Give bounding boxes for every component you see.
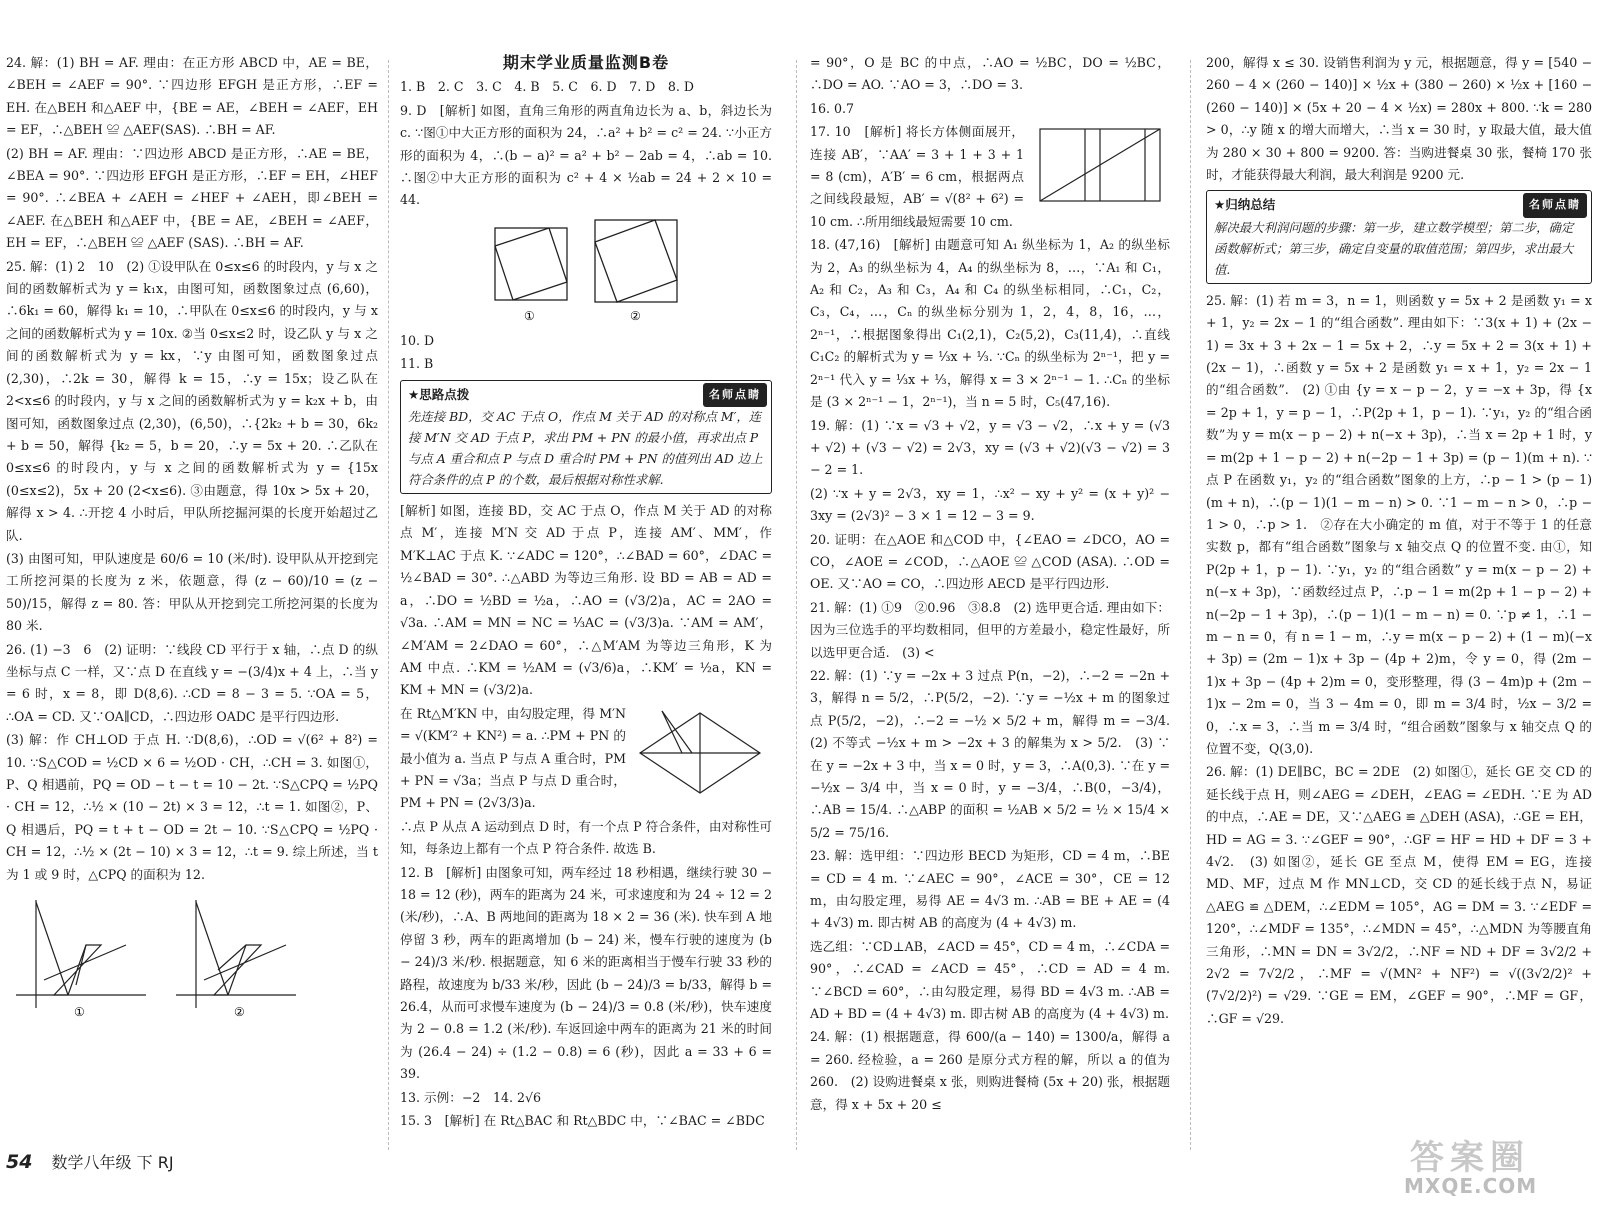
answer-18: 18. (47,16) [解析] 由题意可知 A₁ 纵坐标为 1，A₂ 的纵坐标为 2，A₃ 的纵坐标为 4，A₄ 的纵坐标为 8，…，∵A₁ 和 C₁，A₂ 和 C₂，A₃ 和 C₃，A₄ 和 C₄ 的纵坐标相同，∴C₁，C₂，C₃，C₄，…，Cₙ 的纵坐标分别为 1，2，4，8，16，…，2ⁿ⁻¹，∴根据图象得出 C₁(2,1)，C₂(5,2)，C₃(11,4)，∴直线 C₁C₂ 的解析式为 y = ⅓x + ⅓. ∵Cₙ 的纵坐标为 2ⁿ⁻¹，把 y = 2ⁿ⁻¹ 代入 y = ⅓x + ⅓，解得 x = 3 × 2ⁿ⁻¹ − 1. ∴Cₙ 的坐标是 (3 × 2ⁿ⁻¹ − 1，2ⁿ⁻¹)，当 n = 5 时，C₅(47,16). [810, 237, 1170, 410]
figure-squares [400, 216, 760, 326]
section-title: 期末学业质量监测B卷 [502, 53, 670, 72]
answer-11-solution-b: 在 Rt△M′KN 中，由勾股定理，得 M′N = √(KM′² + KN²) = a. ∴PM + PN 的最小值为 a. 当点 P 与点 A 重合时，PM + PN = √3a；当点 P 与点 D 重合时，PM + PN = (2√3/3)a. [400, 705, 626, 811]
tip-box [400, 380, 772, 494]
column-divider [1190, 60, 1191, 1150]
watermark-cn: 答案圈 [1410, 1138, 1530, 1178]
answer-22: 22. 解：(1) ∵y = −2x + 3 过点 P(n，−2)，∴−2 = −2n + 3，解得 n = 5/2，∴P(5/2，−2). ∵y = −½x + m 的图象过点 P(5/2，−2)，∴−2 = −½ × 5/2 + m，解得 m = −3/4. (2) 不等式 −½x + m > −2x + 3 的解集为 x > 5/2. (3) ∵在 y = −2x + 3 中，当 x = 0 时，y = 3，∴A(0,3). ∵在 y = −½x − 3/4 中，当 x = 0 时，y = −3/4，∴B(0，−3/4)，∴AB = 15/4. ∴△ABP 的面积 = ½AB × 5/2 = ½ × 15/4 × 5/2 = 75/16. [810, 667, 1183, 840]
answer-9: 9. D [解析] 如图，直角三角形的两直角边长为 a、b，斜边长为 c. ∵图①中大正方形的面积为 24，∴a² + b² = c² = 24. ∵小正方形的面积为 4，∴(b − a)² = a² + b² − 2ab = 4，∴ab = 10. ∴图②中大正方形的面积为 c² + 4 × ½ab = 24 + 2 × 10 = 44. [400, 102, 772, 208]
summary-title: ★归纳总结 [1214, 197, 1276, 213]
watermark-logo [1400, 1130, 1590, 1198]
tip-body: 先连接 BD，交 AC 于点 O，作点 M 关于 AD 的对称点 M′，连接 M′N 交 AD 于点 P，求出 PM + PN 的最小值，再求出点 P 与点 A 重合和点 P 与点 D 重合时 PM + PN 的值列出 AD 边上符合条件的点 P 的个数，最后根据对称性求解. [408, 409, 763, 488]
column-4 [1206, 52, 1592, 1167]
answer-16: 16. 0.7 [810, 100, 855, 116]
answer-23-alt: 选乙组：∵CD⊥AB，∠ACD = 45°，CD = 4 m，∴∠CDA = 90°，∴∠CAD = ∠ACD = 45°，∴CD = AD = 4 m. ∵∠BCD = 60°，∴由勾股定理，易得 BD = 4√3 m. ∴AB = AD + BD = (4 + 4√3) m. 即古树 AB 的高度为 (4 + 4√3) m. [810, 938, 1170, 1022]
answer-17: 17. 10 [解析] 将长方体侧面展开，连接 AB′，∵AA′ = 3 + 1 + 3 + 1 = 8 (cm)，A′B′ = 6 cm，根据两点之间线段最短，AB′ = √(8² + 6²) = 10 cm. ∴所用细线最短需要 10 cm. [810, 124, 1024, 229]
answer-24b: 24. 解：(1) 根据题意，得 600/(a − 140) = 1300/a，解得 a = 260. 经检验，a = 260 是原分式方程的解，所以 a 的值为 260. (2) 设购进餐桌 x 张，则购进餐椅 (5x + 20) 张，根据题意，得 x + 5x + 20 ≤ [810, 1029, 1170, 1112]
tip-badge: 名师点睛 [703, 383, 767, 407]
column-divider [796, 60, 797, 1150]
summary-body: 解决最大利润问题的步骤：第一步，建立数学模型；第二步，确定函数解析式；第三步，确定自变量的取值范围；第四步，求出最大值. [1214, 219, 1574, 277]
answer-11-solution: [解析] 如图，连接 BD，交 AC 于点 O，作点 M 关于 AD 的对称点 M′，连接 M′N 交 AD 于点 P，连接 AM′、MM′，作 M′K⊥AC 于点 K. ∵∠ADC = 120°，∴∠BAD = 60°，∠DAC = ½∠BAD = 30°. ∴△ABD 为等边三角形. 设 BD = AB = AD = a，∴DO = ½BD = ½a，∴AO = (√3/2)a，AC = 2AO = √3a. ∴AM = MN = NC = ⅓AC = (√3/3)a. ∵AM = AM′，∠M′AM = 2∠DAO = 60°，∴△M′AM 为等边三角形，K 为 AM 中点. ∴KM = ½AM = (√3/6)a，∴KM′ = ½a，KN = KM + MN = (√3/2)a. [400, 503, 772, 698]
column-divider [388, 60, 389, 1150]
summary-badge: 名师点睛 [1523, 193, 1587, 217]
figure-label: ② [630, 308, 641, 323]
page-number: 54 [6, 1151, 33, 1173]
answer-25: 25. 解：(1) 2 10 (2) ①设甲队在 0≤x≤6 的时段内，y 与 x 之间的函数解析式为 y = k₁x，由图可知，函数图象过点 (6,60)，∴6k₁ = 60，解得 k₁ = 10，∴甲队在 0≤x≤6 的时段内，y 与 x 之间的函数解析式为 y = 10x. ②当 0≤x≤2 时，设乙队 y 与 x 之间的函数解析式为 y = kx，∵y 由图可知，函数图象过点 (2,30)，∴2k = 30，解得 k = 15，∴y = 15x；设乙队在 2<x≤6 的时段内，y 与 x 之间的函数解析式为 y = k₂x + b，由图可知，函数图象过点 (2,30)，(6,50)，∴{2k₂ + b = 30，6k₂ + b = 50，解得 {k₂ = 5，b = 20，∴y = 5x + 20. ∴乙队在 0≤x≤6 的时段内，y 与 x 之间的函数解析式为 y = {15x (0≤x≤2)，5x + 20 (2<x≤6). ③由题意，得 10x > 5x + 20，解得 x > 4. ∴开挖 4 小时后，甲队所挖掘河渠的长度开始超过乙队. [6, 258, 378, 543]
answer-24: 24. 解：(1) BH = AF. 理由：在正方形 ABCD 中，AE = BE，∠BEH = ∠AEF = 90°. ∵四边形 EFGH 是正方形，∴EF = EH. 在△BEH 和△AEF 中，{BE = AE，∠BEH = ∠AEF，EH = EF，∴△BEH ≌ △AEF(SAS). ∴BH = AF. [6, 55, 378, 138]
column-3 [810, 52, 1183, 1167]
answer-13-14: 13. 示例：−2 14. 2√6 [400, 1089, 542, 1105]
answer-11: 11. B [400, 356, 434, 372]
figure-rhombus [632, 703, 772, 803]
answer-10: 10. D [400, 332, 435, 348]
answer-23: 23. 解：选甲组：∵四边形 BECD 为矩形，CD = 4 m，∴BE = CD = 4 m. ∵∠AEC = 90°，∠ACE = 30°，CE = 12 m，由勾股定理，易得 AE = 4√3 m. ∴AB = BE + AE = (4 + 4√3) m. 即古树 AB 的高度为 (4 + 4√3) m. [810, 848, 1170, 931]
subject-label: 数学八年级 下 RJ [51, 1153, 174, 1172]
figure-label: ① [524, 308, 535, 323]
answer-26: 26. (1) −3 6 (2) 证明：∵线段 CD 平行于 x 轴，∴点 D 的纵坐标与点 C 一样，又∵点 D 在直线 y = −(3/4)x + 4 上，∴当 y = 6 时，x = 8，即 D(8,6). ∴CD = 8 − 3 = 5. ∵OA = 5，∴OA = CD. 又∵OA∥CD，∴四边形 OADC 是平行四边形. [6, 641, 378, 724]
answer-1-8: 1. B 2. C 3. C 4. B 5. C 6. D 7. D 8. D [400, 79, 695, 95]
answer-24b-cont: 200，解得 x ≤ 30. 设销售利润为 y 元，根据题意，得 y = [540 − 260 − 4 × (260 − 140)] × ½x + (380 − 260) × ½x + [160 − (260 − 140)] × (5x + 20 − 4 × ½x) = 280x + 800. ∵k = 280 > 0，∴y 随 x 的增大而增大，∴当 x = 30 时，y 取最大值，最大值为 280 × 30 + 800 = 9200. 答：当购进餐桌 30 张，餐椅 170 张时，才能获得最大利润，最大利润是 9200 元. [1206, 55, 1592, 183]
figure-unfolded-box [1030, 121, 1170, 211]
answer-26b: 26. 解：(1) DE∥BC，BC = 2DE (2) 如图①，延长 GE 交 CD 的延长线于点 H，则∠AEG = ∠DEH，∠EAG = ∠EDH. ∵E 为 AD 的中点，∴AE = DE，又∵△AEG ≌ △DEH (ASA)，∴GE = EH，HD = AG = 3. ∵∠GEF = 90°，∴GF = HF = HD + DF = 3 + 4√2. (3) 如图②，延长 GE 至点 M，使得 EM = EG，连接 MD、MF，过点 M 作 MN⊥CD，交 CD 的延长线于点 N，易证△AEG ≌ △DEM，∴∠EDM = 105°，AG = DM = 3. ∵∠EDF = 120°，∴∠MDF = 135°，∴∠MDN = 45°，∴△MDN 为等腰直角三角形，∴MN = DN = 3√2/2，∴NF = ND + DF = 3√2/2 + 2√2 = 7√2/2，∴MF = √(MN² + NF²) = √((3√2/2)² + (7√2/2)²) = √29. ∵GE = EM，∠GEF = 90°，∴MF = GF，∴GF = √29. [1206, 764, 1592, 1026]
answer-24-part2: (2) BH = AF. 理由：∵四边形 ABCD 是正方形，∴AE = BE，∠BEA = 90°. ∵四边形 EFGH 是正方形，∴EF = EH，∠HEF = 90°. ∴∠BEA + ∠AEH = ∠HEF + ∠AEH，即∠BEH = ∠AEF. 在△BEH 和△AEF 中，{BE = AE，∠BEH = ∠AEF，EH = EF，∴△BEH ≌ △AEF (SAS). ∴BH = AF. [6, 145, 378, 251]
answer-12: 12. B [解析] 由图象可知，两车经过 18 秒相遇，继续行驶 30 − 18 = 12 (秒)，两车的距离为 24 米，可求速度和为 24 ÷ 12 = 2 (米/秒)，∴A、B 两地间的距离为 18 × 2 = 36 (米). 快车到 A 地停留 3 秒，两车的距离增加 (b − 24) 米，慢车行驶的速度为 (b − 24)/3 米/秒. 根据题意，知 6 米的距离相当于慢车行驶 33 秒的路程，故速度为 b/33 米/秒，因此 (b − 24)/3 = b/33，解得 b = 26.4，从而可求慢车速度为 (b − 24)/3 = 0.8 (米/秒)，快车速度为 2 − 0.8 = 1.2 (米/秒). 车返回途中两车的距离为 21 米的时间为 (26.4 − 24) ÷ (1.2 − 0.8) = 6 (秒)，因此 a = 33 + 6 = 39. [400, 864, 772, 1082]
answer-15: 15. 3 [解析] 在 Rt△BAC 和 Rt△BDC 中，∵∠BAC = ∠BDC [400, 1113, 765, 1129]
tip-title: ★思路点拨 [408, 386, 470, 402]
answer-20: 20. 证明：在△AOE 和△COD 中，{∠EAO = ∠DCO，AO = CO，∠AOE = ∠COD，∴△AOE ≌ △COD (ASA). ∴OD = OE. 又∵AO = CO，∴四边形 AECD 是平行四边形. [810, 531, 1170, 592]
answer-19: 19. 解：(1) ∵x = √3 + √2，y = √3 − √2，∴x + y = (√3 + √2) + (√3 − √2) = 2√3，xy = (√3 + √2)(√3 − √2) = 3 − 2 = 1. [810, 417, 1170, 478]
answer-25b: 25. 解：(1) 若 m = 3，n = 1，则函数 y = 5x + 2 是函数 y₁ = x + 1，y₂ = 2x − 1 的“组合函数”. 理由如下：∵3(x + 1) + (2x − 1) = 3x + 3 + 2x − 1 = 5x + 2，∴y = 5x + 2 = 3(x + 1) + (2x − 1)，∴函数 y = 5x + 2 是函数 y₁ = x + 1，y₂ = 2x − 1 的“组合函数”. (2) ①由 {y = x − p − 2，y = −x + 3p，得 {x = 2p + 1，y = p − 1，∴P(2p + 1，p − 1). ∵y₁，y₂ 的“组合函数”为 y = m(x − p − 2) + n(−x + 3p)，∴当 x = 2p + 1 时，y = m(2p + 1 − p − 2) + n(−2p − 1 + 3p) = (p − 1)(m + n). ∵点 P 在函数 y₁，y₂ 的“组合函数”图象的上方，∴p − 1 > (p − 1)(m + n)，∴(p − 1)(1 − m − n) > 0. ∵1 − m − n > 0，∴p − 1 > 0，∴p > 1. ②存在大小确定的 m 值，对于不等于 1 的任意实数 p，都有“组合函数”图象与 x 轴交点 Q 的位置不变. 由①，知 P(2p + 1，p − 1). ∵y₁，y₂ 的“组合函数” y = m(x − p − 2) + n(−x + 3p)，∵函数经过点 P，∴p − 1 = m(2p + 1 − p − 2) + n(−2p − 1 + 3p)，∴(p − 1)(1 − m − n) = 0. ∵p ≠ 1，∴1 − m − n = 0，有 n = 1 − m，∴y = m(x − p − 2) + (1 − m)(−x + 3p) = (2m − 1)x + 3p − (4p + 2)m，令 y = 0，得 (2m − 1)x + 3p − (4p + 2)m = 0，变形整理，得 (3 − 4m)p + (2m − 1)x − 2m = 0，当 3 − 4m = 0，即 m = 3/4 时，½x − 3/2 = 0，∴x = 3，∴当 m = 3/4 时，“组合函数”图象与 x 轴交点 Q 的位置不变，Q(3,0). [1206, 292, 1592, 756]
figure-label: ② [234, 1005, 245, 1020]
watermark-url: MXQE.COM [1404, 1174, 1538, 1198]
figure-coordinate-graphs [6, 890, 306, 1020]
answer-11-conclusion: ∴点 P 从点 A 运动到点 D 时，有一个点 P 符合条件，由对称性可知，每条边上都有一个点 P 符合条件. 故选 B. [400, 818, 772, 857]
answer-21: 21. 解：(1) ①9 ②0.96 ③8.8 (2) 选甲更合适. 理由如下：因为三位选手的平均数相同，但甲的方差最小，稳定性最好，所以选甲更合适. (3) < [810, 599, 1170, 660]
answer-19-part2: (2) ∵x + y = 2√3，xy = 1，∴x² − xy + y² = (x + y)² − 3xy = (2√3)² − 3 × 1 = 12 − 3 = 9. [810, 485, 1170, 524]
answer-26-part3: (3) 解：作 CH⊥OD 于点 H. ∵D(8,6)，∴OD = √(6² + 8²) = 10. ∵S△COD = ½CD × 6 = ½OD · CH，∴CH = 3. 如图①，P、Q 相遇前，PQ = OD − t − t = 10 − 2t. ∵S△CPQ = ½PQ · CH = 12，∴½ × (10 − 2t) × 3 = 12，∴t = 1. 如图②，P、Q 相遇后，PQ = t + t − OD = 2t − 10. ∵S△CPQ = ½PQ · CH = 12，∴½ × (2t − 10) × 3 = 12，∴t = 9. 综上所述，当 t 为 1 或 9 时，△CPQ 的面积为 12. [6, 732, 378, 882]
column-2 [400, 52, 772, 1167]
answer-25-part3: (3) 由图可知，甲队速度是 60/6 = 10 (米/时). 设甲队从开挖到完工所挖河渠的长度为 z 米，依题意，得 (z − 60)/10 = (z − 50)/15，解得 z = 80. 答：甲队从开挖到完工所挖河渠的长度为 80 米. [6, 550, 378, 634]
summary-box [1206, 190, 1592, 283]
answer-15-cont: = 90°，O 是 BC 的中点，∴AO = ½BC，DO = ½BC，∴DO = AO. ∵AO = 3，∴DO = 3. [810, 55, 1170, 93]
figure-label: ① [74, 1005, 85, 1020]
page-footer [6, 1150, 174, 1173]
column-1 [6, 52, 378, 1167]
